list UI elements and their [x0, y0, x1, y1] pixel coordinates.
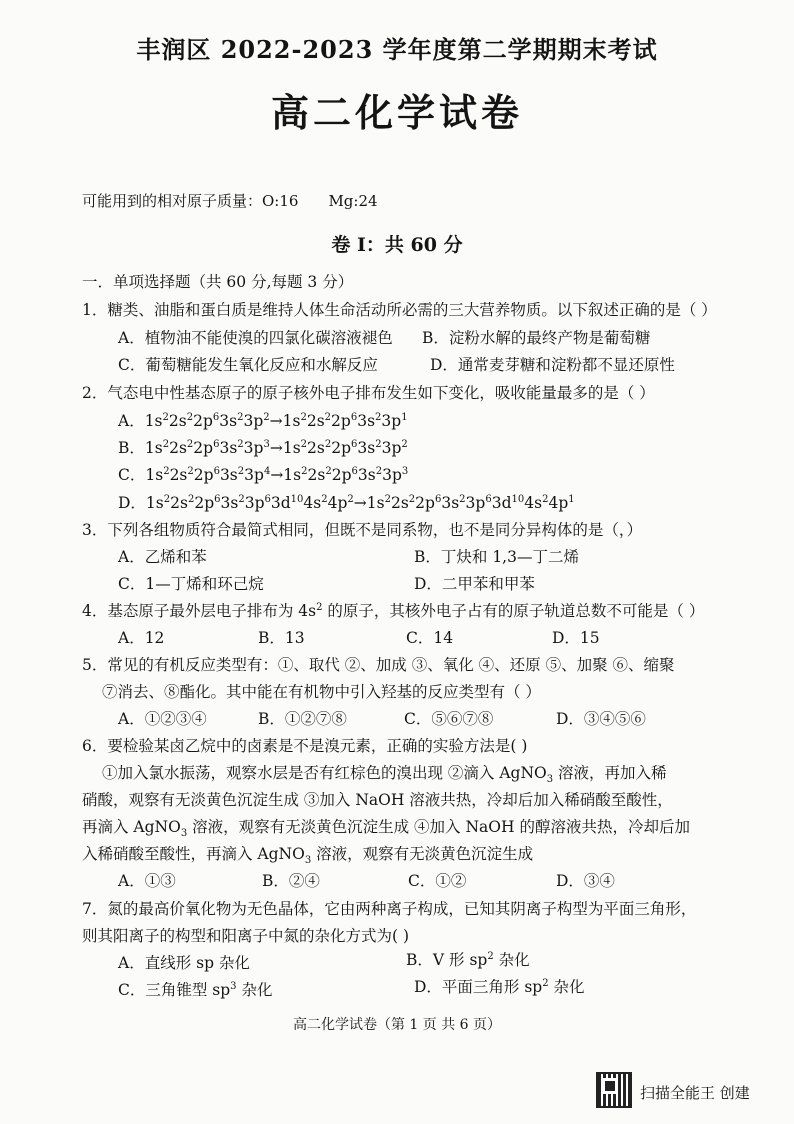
atomic-mass-label: 可能用到的相对原子质量：O:16	[82, 192, 299, 210]
q7-option-d-pre: D．平面三角形 sp	[414, 978, 543, 996]
exam-title: 丰润区 2022-2023 学年度第二学期期末考试	[136, 35, 658, 64]
q6-line-4	[82, 842, 533, 866]
q5-stem-1: 5．常见的有机反应类型有：①、取代 ②、加成 ③、氧化 ④、还原 ⑤、加聚 ⑥、缩聚	[82, 656, 675, 674]
q1-option-a: A．植物油不能使溴的四氯化碳溶液褪色	[118, 329, 393, 347]
q7-option-c-post: 杂化	[236, 981, 273, 999]
qr-code-icon	[596, 1072, 632, 1108]
q5-stem-2: ⑦消去、⑧酯化。其中能在有机物中引入羟基的反应类型有（ ）	[102, 683, 541, 701]
q7-option-a: A．直线形 sp 杂化	[118, 954, 250, 972]
q7-option-c	[118, 978, 272, 1002]
q6-option-c: C．①②	[408, 872, 467, 890]
q5-option-d: D．③④⑤⑥	[556, 710, 646, 728]
exam-subtitle: 高二化学试卷	[270, 90, 523, 135]
q6-line-3	[82, 815, 690, 839]
q6-option-b: B．②④	[262, 872, 320, 890]
q7-option-b-post: 杂化	[493, 951, 530, 969]
q3-stem: 3．下列各组物质符合最简式相同，但既不是同系物，也不是同分异构体的是（，）	[82, 521, 643, 539]
q2-option-a: A．$1s^22s^22p^63s^23p^2\to 1s^22s^22p^63s^23p^1$	[118, 411, 408, 430]
q7-stem-2: 则其阳离子的构型和阳离子中氮的杂化方式为( )	[82, 927, 410, 945]
q7-option-d	[414, 975, 585, 999]
q7-option-c-sup: 3	[230, 980, 237, 992]
q4-stem	[82, 599, 704, 623]
scanner-watermark: 扫描全能王 创建	[640, 1084, 750, 1102]
atomic-mass-mg: Mg:24	[328, 192, 378, 210]
q6-stem: 6．要检验某卤乙烷中的卤素是不是溴元素，正确的实验方法是( )	[82, 737, 528, 755]
q6-line-4b: 溶液，观察有无淡黄色沉淀生成	[311, 845, 534, 863]
q1-stem: 1．糖类、油脂和蛋白质是维持人体生命活动所必需的三大营养物质。以下叙述正确的是（ ）	[82, 301, 717, 319]
q4-option-c: C．14	[406, 629, 454, 647]
atomic-mass-line	[82, 190, 378, 211]
page-footer: 高二化学试卷（第 1 页 共 6 页）	[292, 1017, 502, 1033]
q7-option-b	[406, 948, 530, 972]
q5-option-c: C．⑤⑥⑦⑧	[404, 710, 494, 728]
q6-sub-3: 3	[546, 774, 554, 786]
part-title: 一．单项选择题（共 60 分,每题 3 分）	[82, 273, 354, 291]
q4-stem-sup: 2	[316, 601, 323, 613]
q7-option-d-sup: 2	[542, 977, 549, 989]
q1-option-b: B．淀粉水解的最终产物是葡萄糖	[422, 329, 651, 347]
q6-line-1	[102, 761, 667, 785]
q5-option-b: B．①②⑦⑧	[258, 710, 347, 728]
q7-stem-1: 7．氮的最高价氧化物为无色晶体，它由两种离子构成，已知其阴离子构型为平面三角形，	[82, 900, 697, 918]
q3-option-b: B．丁炔和 1,3—丁二烯	[414, 548, 579, 566]
q6-sub-3: 3	[304, 855, 312, 867]
q6-sub-3: 3	[180, 828, 188, 840]
section-title: 卷 I：共 60 分	[331, 234, 463, 256]
q2-stem: 2．气态电中性基态原子的原子核外电子排布发生如下变化，吸收能量最多的是（ ）	[82, 384, 655, 402]
q7-option-d-post: 杂化	[548, 978, 585, 996]
q6-line-1a: ①加入氯水振荡，观察水层是否有红棕色的溴出现 ②滴入 AgNO	[102, 764, 547, 782]
q6-option-d: D．③④	[556, 872, 615, 890]
q4-stem-pre: 4．基态原子最外层电子排布为 4s	[82, 602, 317, 620]
q4-option-b: B．13	[258, 629, 305, 647]
q4-option-a: A．12	[118, 629, 165, 647]
q6-line-4a: 入稀硝酸至酸性，再滴入 AgNO	[82, 845, 305, 863]
q1-option-c: C．葡萄糖能发生氧化反应和水解反应	[118, 356, 378, 374]
q6-line-2: 硝酸，观察有无淡黄色沉淀生成 ③加入 NaOH 溶液共热，冷却后加入稀硝酸至酸性，	[82, 791, 673, 809]
q6-option-a: A．①③	[118, 872, 176, 890]
q3-option-c: C．1—丁烯和环己烷	[118, 575, 264, 593]
q3-option-d: D．二甲苯和甲苯	[414, 575, 535, 593]
q6-line-1b: 溶液，再加入稀	[553, 764, 667, 782]
q6-line-3b: 溶液，观察有无淡黄色沉淀生成 ④加入 NaOH 的醇溶液共热，冷却后加	[187, 818, 690, 836]
q2-option-d: D．$1s^22s^22p^63s^23p^63d^{10}4s^24p^2\to 1s^22s^22p^63s^23p^63d^{10}4s^24p^1$	[118, 493, 575, 512]
q2-option-b: B．$1s^22s^22p^63s^23p^3\to 1s^22s^22p^63s^23p^2$	[118, 438, 408, 457]
q4-option-d: D．15	[552, 629, 600, 647]
q4-stem-post: 的原子，其核外电子占有的原子轨道总数不可能是（ ）	[322, 602, 705, 620]
q3-option-a: A．乙烯和苯	[118, 548, 207, 566]
q2-option-c: C．$1s^22s^22p^63s^23p^4\to 1s^22s^22p^63s^23p^3$	[118, 465, 409, 484]
q5-option-a: A．①②③④	[118, 710, 207, 728]
q6-line-3a: 再滴入 AgNO	[82, 818, 181, 836]
q1-option-d: D．通常麦芽糖和淀粉都不显还原性	[430, 356, 675, 374]
q7-option-b-pre: B．V 形 sp	[406, 951, 488, 969]
q7-option-c-pre: C．三角锥型 sp	[118, 981, 231, 999]
q7-option-b-sup: 2	[487, 950, 494, 962]
